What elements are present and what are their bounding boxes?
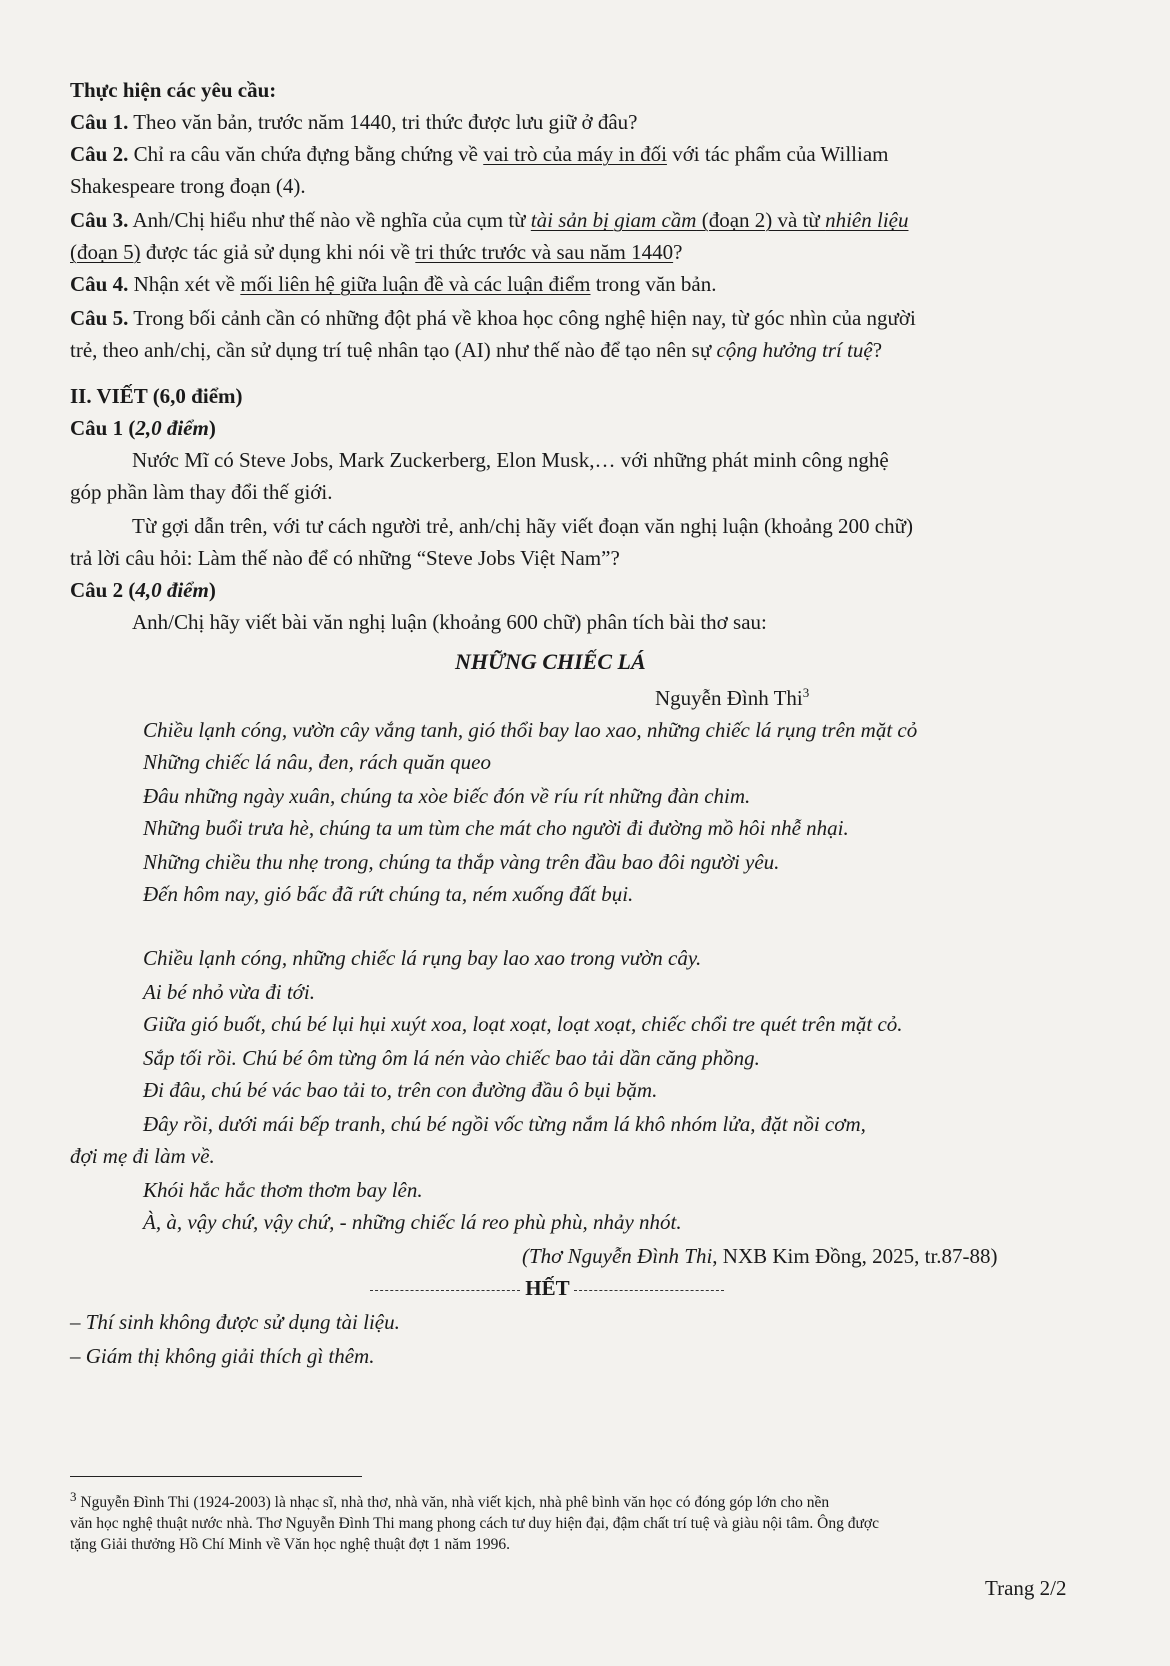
question-3-underlined: tri thức trước và sau năm 1440 bbox=[415, 240, 674, 264]
writing-heading: II. VIẾT (6,0 điểm) bbox=[70, 384, 243, 408]
question-1 bbox=[70, 108, 638, 136]
footnote-text-1: Nguyễn Đình Thi (1924-2003) là nhạc sĩ, nhà thơ, nhà văn, nhà viết kịch, nhà phê bình văn học có đóng góp lớn cho nền bbox=[76, 1494, 830, 1511]
question-3-end: ? bbox=[673, 240, 683, 264]
poem-line: À, à, vậy chứ, vậy chứ, - những chiếc lá reo phù phù, nhảy nhót. bbox=[143, 1210, 682, 1234]
poem-line: Đi đâu, chú bé vác bao tải to, trên con đường đầu ô bụi bặm. bbox=[143, 1078, 658, 1102]
question-3-text-mid: (đoạn 2) và từ bbox=[696, 208, 826, 232]
question-2-text-end: với tác phẩm của William bbox=[666, 142, 889, 166]
end-divider-left bbox=[370, 1290, 520, 1291]
question-4-underlined: mối liên hệ giữa luận đề và các luận điểm bbox=[240, 272, 591, 296]
poem-line: Những chiều thu nhẹ trong, chúng ta thắp vàng trên đầu bao đôi người yêu. bbox=[143, 850, 780, 874]
writing-q2-close: ) bbox=[208, 578, 216, 602]
question-5-italic: cộng hưởng trí tuệ bbox=[716, 338, 873, 362]
writing-question-1-label bbox=[70, 414, 216, 442]
poem-line: Khói hắc hắc thơm thơm bay lên. bbox=[143, 1178, 423, 1202]
poem-source-book: (Thơ Nguyễn Đình Thi bbox=[522, 1244, 713, 1268]
poem-author-name: Nguyễn Đình Thi bbox=[655, 686, 803, 710]
question-5-label: Câu 5. bbox=[70, 306, 129, 330]
poem-line: Chiều lạnh cóng, vườn cây vắng tanh, gió thổi bay lao xao, những chiếc lá rụng trên mặt cỏ bbox=[143, 718, 918, 742]
question-5-end: ? bbox=[872, 338, 883, 362]
footnote-line-1 bbox=[70, 1488, 830, 1513]
end-marker bbox=[370, 1274, 724, 1302]
requirements-heading: Thực hiện các yêu cầu: bbox=[70, 78, 277, 102]
question-4-text: Nhận xét về bbox=[128, 272, 241, 296]
question-3-text-2: được tác giả sử dụng khi nói về bbox=[140, 240, 416, 264]
question-5-text-2: trẻ, theo anh/chị, cần sử dụng trí tuệ nhân tạo (AI) như thế nào để tạo nên sự bbox=[70, 338, 717, 362]
writing-q1-close: ) bbox=[208, 416, 216, 440]
question-2-underlined: vai trò của máy in đối bbox=[483, 142, 667, 166]
poem-line: Đây rồi, dưới mái bếp tranh, chú bé ngồi vốc từng nắm lá khô nhóm lửa, đặt nồi cơm, bbox=[143, 1112, 866, 1136]
question-3-text: Anh/Chị hiểu như thế nào về nghĩa của cụm từ bbox=[128, 208, 531, 232]
end-label: HẾT bbox=[525, 1276, 570, 1300]
poem-line: Giữa gió buốt, chú bé lụi hụi xuýt xoa, loạt xoạt, loạt xoạt, chiếc chổi tre quét trên mặt cỏ. bbox=[143, 1012, 903, 1036]
question-5-line-2 bbox=[70, 336, 882, 364]
question-2-text: Chỉ ra câu văn chứa đựng bằng chứng về bbox=[128, 142, 484, 166]
question-1-text: Theo văn bản, trước năm 1440, tri thức được lưu giữ ở đâu? bbox=[128, 110, 638, 134]
writing-question-2-label bbox=[70, 576, 216, 604]
writing-q2-score: 4,0 điểm bbox=[135, 578, 209, 602]
writing-q1-paragraph-1: Nước Mĩ có Steve Jobs, Mark Zuckerberg, Elon Musk,… với những phát minh công nghệ bbox=[132, 448, 889, 472]
page-number: Trang 2/2 bbox=[985, 1576, 1067, 1600]
footnote-ref: 3 bbox=[802, 685, 810, 700]
exam-note-2: – Giám thị không giải thích gì thêm. bbox=[70, 1344, 375, 1368]
question-2-line-2: Shakespeare trong đoạn (4). bbox=[70, 174, 306, 198]
poem-line: đợi mẹ đi làm về. bbox=[70, 1144, 215, 1168]
poem-line: Chiều lạnh cóng, những chiếc lá rụng bay lao xao trong vườn cây. bbox=[143, 946, 702, 970]
question-3 bbox=[70, 206, 908, 234]
question-5 bbox=[70, 304, 916, 332]
question-1-label: Câu 1. bbox=[70, 110, 129, 134]
writing-q2-prompt: Anh/Chị hãy viết bài văn nghị luận (khoảng 600 chữ) phân tích bài thơ sau: bbox=[132, 610, 767, 634]
poem-line: Sắp tối rồi. Chú bé ôm từng ôm lá nén vào chiếc bao tải dần căng phồng. bbox=[143, 1046, 760, 1070]
question-3-label: Câu 3. bbox=[70, 208, 129, 232]
poem-line: Những chiếc lá nâu, đen, rách quăn queo bbox=[143, 750, 491, 774]
writing-q1-paragraph-1-line-2: góp phần làm thay đổi thế giới. bbox=[70, 480, 333, 504]
writing-q1-label: Câu 1 ( bbox=[70, 416, 136, 440]
writing-q1-paragraph-2-line-2: trả lời câu hỏi: Làm thế nào để có những “Steve Jobs Việt Nam”? bbox=[70, 546, 620, 570]
question-5-text: Trong bối cảnh cần có những đột phá về khoa học công nghệ hiện nay, từ góc nhìn của người bbox=[128, 306, 916, 330]
poem-line: Ai bé nhỏ vừa đi tới. bbox=[143, 980, 315, 1004]
exam-note-1: – Thí sinh không được sử dụng tài liệu. bbox=[70, 1310, 400, 1334]
question-4-label: Câu 4. bbox=[70, 272, 129, 296]
footnote-mark: 3 bbox=[70, 1488, 77, 1504]
question-3-phrase-1: tài sản bị giam cầm bbox=[530, 208, 697, 232]
writing-q1-paragraph-2: Từ gợi dẫn trên, với tư cách người trẻ, anh/chị hãy viết đoạn văn nghị luận (khoảng 200 chữ) bbox=[132, 514, 913, 538]
end-divider-right bbox=[574, 1290, 724, 1291]
poem-author bbox=[655, 684, 809, 712]
question-4 bbox=[70, 270, 716, 298]
poem-source-publisher: , NXB Kim Đồng, 2025, tr.87-88) bbox=[712, 1244, 998, 1268]
question-3-paragraph-ref: (đoạn 5) bbox=[70, 240, 141, 264]
footnote-divider bbox=[70, 1476, 362, 1477]
poem-line: Đến hôm nay, gió bấc đã rứt chúng ta, ném xuống đất bụi. bbox=[143, 882, 634, 906]
writing-q1-score: 2,0 điểm bbox=[135, 416, 209, 440]
question-2-label: Câu 2. bbox=[70, 142, 129, 166]
poem-source bbox=[522, 1242, 998, 1270]
poem-line: Những buổi trưa hè, chúng ta um tùm che mát cho người đi đường mồ hôi nhễ nhại. bbox=[143, 816, 849, 840]
question-2 bbox=[70, 140, 889, 168]
question-3-line-2 bbox=[70, 238, 682, 266]
writing-q2-label: Câu 2 ( bbox=[70, 578, 136, 602]
poem-line: Đâu những ngày xuân, chúng ta xòe biếc đón về ríu rít những đàn chim. bbox=[143, 784, 751, 808]
footnote-line-3: tặng Giải thưởng Hồ Chí Minh về Văn học nghệ thuật đợt 1 năm 1996. bbox=[70, 1536, 510, 1553]
poem-title: NHỮNG CHIẾC LÁ bbox=[455, 649, 646, 674]
question-3-phrase-2: nhiên liệu bbox=[825, 208, 909, 232]
footnote-line-2: văn học nghệ thuật nước nhà. Thơ Nguyễn Đình Thi mang phong cách tư duy hiện đại, đậm chất trí tuệ và giàu nội tâm. Ông được bbox=[70, 1515, 879, 1532]
question-4-text-end: trong văn bản. bbox=[590, 272, 717, 296]
